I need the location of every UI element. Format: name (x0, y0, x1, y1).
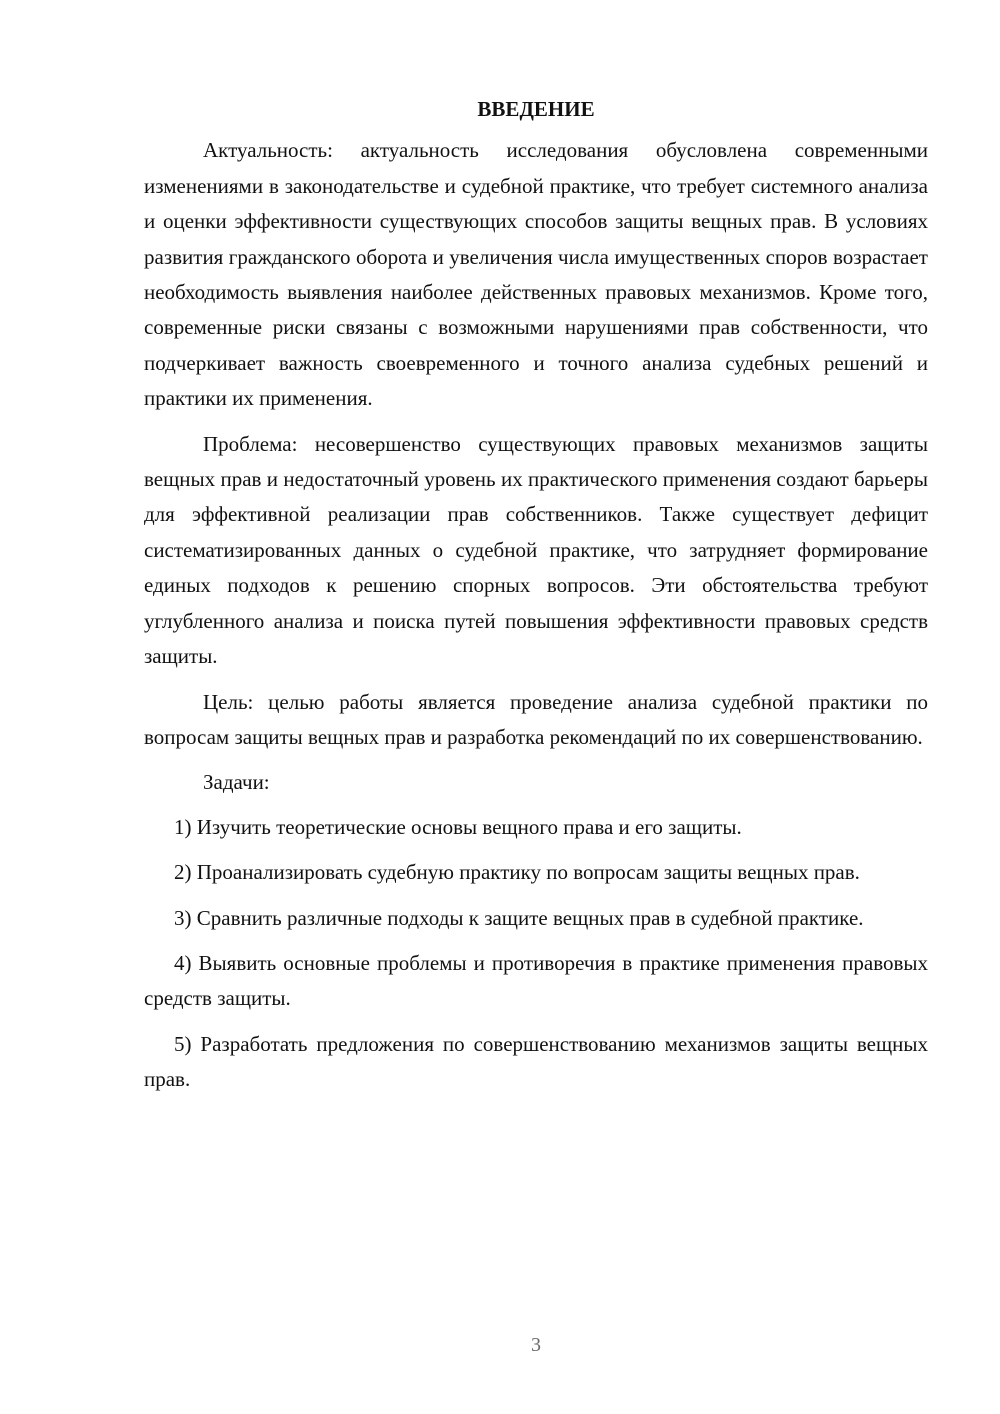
paragraph-problem: Проблема: несовершенство существующих правовых механизмов защиты вещных прав и недостаточный уровень их практического применения создают барьеры для эффективной реализации прав собственников. Также существует дефицит систематизированных данных о судебной практике, что затрудняет формирование единых подходов к решению спорных вопросов. Эти обстоятельства требуют углубленного анализа и поиска путей повышения эффективности правовых средств защиты. (144, 431, 928, 669)
task-item-3: 3) Сравнить различные подходы к защите вещных прав в судебной практике. (174, 905, 864, 930)
paragraph-relevance: Актуальность: актуальность исследования обусловлена современными изменениями в законодательстве и судебной практике, что требует системного анализа и оценки эффективности существующих способов защиты вещных прав. В условиях развития гражданского оборота и увеличения числа имущественных споров возрастает необходимость выявления наиболее действенных правовых механизмов. Кроме того, современные риски связаны с возможными нарушениями прав собственности, что подчеркивает важность своевременного и точного анализа судебных решений и практики их применения. (144, 138, 928, 411)
page-number: 3 (531, 1334, 541, 1356)
task-item-2: 2) Проанализировать судебную практику по вопросам защиты вещных прав. (174, 860, 860, 885)
task-item-4: 4) Выявить основные проблемы и противоречия в практике применения правовых средств защиты. (144, 950, 928, 1011)
task-item-5: 5) Разработать предложения по совершенствованию механизмов защиты вещных прав. (144, 1031, 928, 1092)
document-body (144, 92, 928, 1098)
task-item-1: 1) Изучить теоретические основы вещного права и его защиты. (174, 814, 742, 839)
section-heading: ВВЕДЕНИЕ (477, 97, 595, 121)
paragraph-goal: Цель: целью работы является проведение анализа судебной практики по вопросам защиты вещных прав и разработка рекомендаций по их совершенствованию. (144, 689, 928, 749)
tasks-label: Задачи: (203, 770, 270, 795)
